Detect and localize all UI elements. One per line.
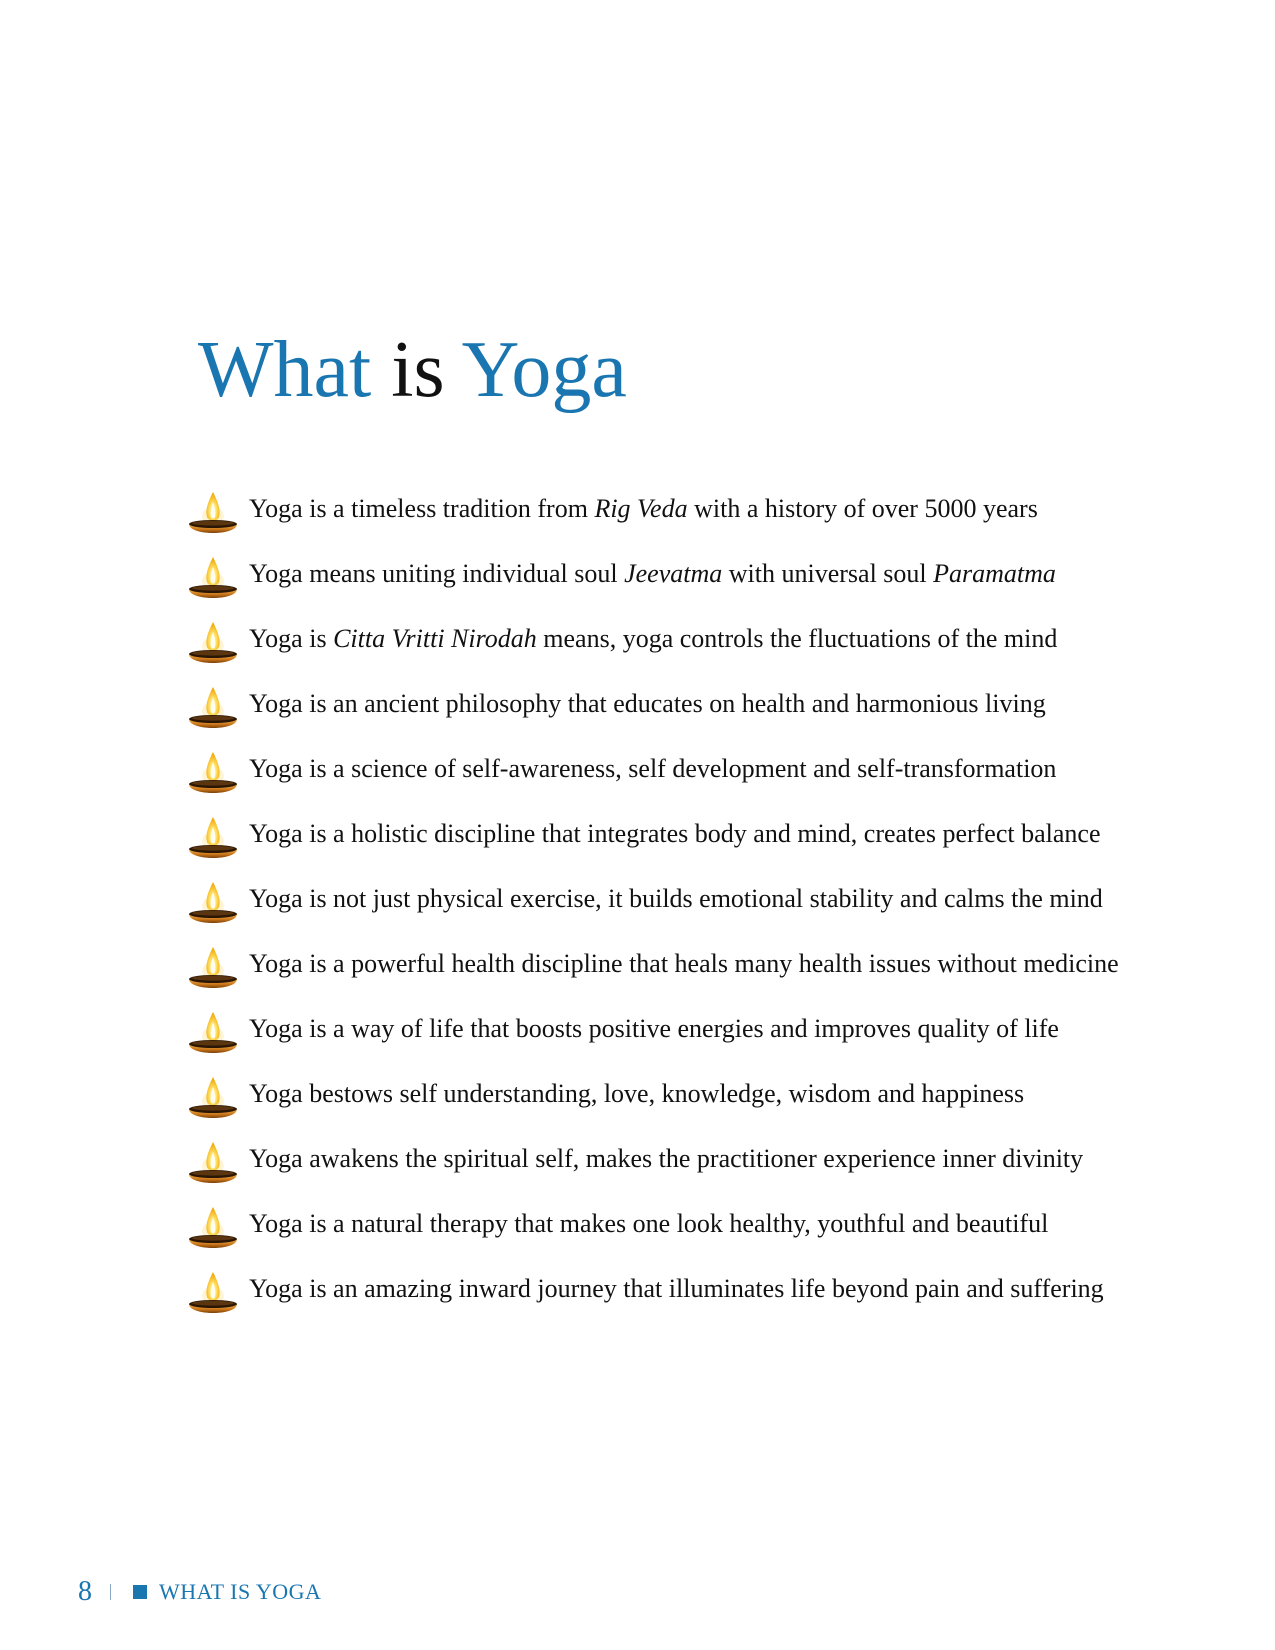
diya-lamp-icon [185, 1268, 241, 1324]
list-item-9 [185, 1012, 1119, 1077]
item-text-mid: means, yoga controls the fluctuations of the mind [536, 624, 1058, 653]
title-word-yoga: Yoga [461, 326, 627, 414]
item-text-pre: Yoga is not just physical exercise, it builds emotional stability and calms the mind [249, 884, 1103, 913]
diya-lamp-icon [185, 748, 241, 804]
item-text-mid: with a history of over 5000 years [687, 494, 1038, 523]
list-item-11 [185, 1142, 1119, 1207]
title-word-is: is [391, 326, 445, 414]
diya-lamp-icon [185, 1008, 241, 1064]
yoga-definition-list [185, 492, 1119, 1337]
item-text-pre: Yoga is [249, 624, 334, 653]
diya-lamp-icon [185, 878, 241, 934]
item-text-mid: with universal soul [722, 559, 934, 588]
list-item-text [249, 687, 1046, 721]
diya-lamp-icon [185, 553, 241, 609]
list-item-text [249, 622, 1057, 656]
diya-lamp-icon [185, 943, 241, 999]
diya-lamp-icon [185, 813, 241, 869]
list-item-text [249, 817, 1101, 851]
item-text-pre: Yoga is an amazing inward journey that illuminates life beyond pain and suffering [249, 1274, 1104, 1303]
italic-term: Citta Vritti Nirodah [333, 624, 537, 653]
diya-lamp-icon [185, 488, 241, 544]
title-word-what: What [198, 326, 372, 414]
list-item-10 [185, 1077, 1119, 1142]
list-item-12 [185, 1207, 1119, 1272]
item-text-pre: Yoga is a natural therapy that makes one look healthy, youthful and beautiful [249, 1209, 1049, 1238]
footer-divider [110, 1584, 111, 1600]
list-item-3 [185, 622, 1119, 687]
list-item-1 [185, 492, 1119, 557]
list-item-8 [185, 947, 1119, 1012]
list-item-text [249, 492, 1038, 526]
item-text-pre: Yoga is a way of life that boosts positive energies and improves quality of life [249, 1014, 1059, 1043]
page-footer [78, 1576, 321, 1608]
list-item-text [249, 1207, 1048, 1241]
item-text-pre: Yoga awakens the spiritual self, makes the practitioner experience inner divinity [249, 1144, 1084, 1173]
item-text-pre: Yoga means uniting individual soul [249, 559, 625, 588]
list-item-4 [185, 687, 1119, 752]
item-text-pre: Yoga is a powerful health discipline that heals many health issues without medicine [249, 949, 1119, 978]
list-item-6 [185, 817, 1119, 882]
list-item-text [249, 1012, 1059, 1046]
item-text-pre: Yoga is a science of self-awareness, self development and self-transformation [249, 754, 1057, 783]
list-item-text [249, 1142, 1083, 1176]
italic-term: Jeevatma [624, 559, 723, 588]
list-item-13 [185, 1272, 1119, 1337]
list-item-7 [185, 882, 1119, 947]
diya-lamp-icon [185, 1203, 241, 1259]
diya-lamp-icon [185, 1073, 241, 1129]
footer-square-icon [133, 1585, 147, 1599]
list-item-text [249, 882, 1103, 916]
list-item-text [249, 947, 1119, 981]
item-text-pre: Yoga is an ancient philosophy that educates on health and harmonious living [249, 689, 1046, 718]
italic-term: Rig Veda [594, 494, 688, 523]
item-text-pre: Yoga is a timeless tradition from [249, 494, 595, 523]
list-item-5 [185, 752, 1119, 817]
list-item-text [249, 752, 1056, 786]
page-number: 8 [78, 1576, 92, 1607]
item-text-pre: Yoga bestows self understanding, love, knowledge, wisdom and happiness [249, 1079, 1025, 1108]
item-text-pre: Yoga is a holistic discipline that integrates body and mind, creates perfect balance [249, 819, 1101, 848]
list-item-text [249, 1272, 1104, 1306]
italic-term: Paramatma [933, 559, 1056, 588]
diya-lamp-icon [185, 1138, 241, 1194]
diya-lamp-icon [185, 683, 241, 739]
list-item-text [249, 1077, 1024, 1111]
list-item-text [249, 557, 1056, 591]
diya-lamp-icon [185, 618, 241, 674]
footer-section-title: WHAT IS YOGA [159, 1579, 322, 1604]
list-item-2 [185, 557, 1119, 622]
page-title [198, 326, 627, 414]
